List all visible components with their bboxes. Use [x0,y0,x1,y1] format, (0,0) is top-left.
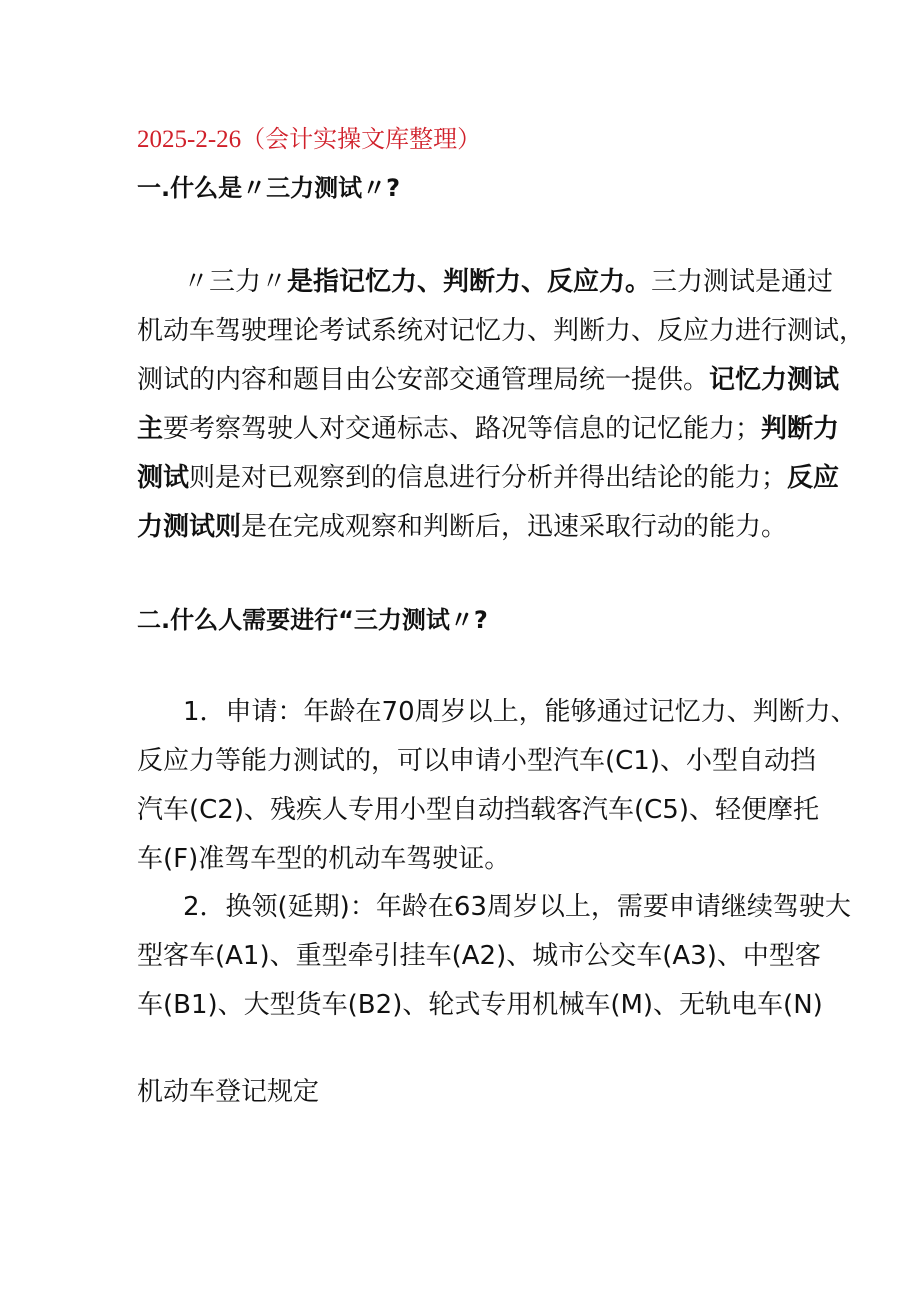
item-2-line: 2．换领(延期)：年龄在63周岁以上，需要申请继续驾驶大 [183,892,851,922]
paragraph-line [137,460,839,496]
paragraph-line [137,509,787,545]
bold-run: 是指记忆力、判断力、反应力。 [287,267,652,297]
text-run: 机动车驾驶理论考试系统对记忆力、判断力、反应力进行测试， [137,316,866,346]
paragraph-line [137,313,865,349]
paragraph-line [137,362,839,398]
item-2-line: 型客车(A1)、重型牵引挂车(A2)、城市公交车(A3)、中型客 [137,941,821,971]
item-1-line: 1．申请：年龄在70周岁以上，能够通过记忆力、判断力、 [183,697,857,727]
section-1-heading: 一.什么是〃三力测试〃? [137,174,401,202]
text-run: 〃三力〃 [183,267,288,297]
item-2-line: 车(B1)、大型货车(B2)、轮式专用机械车(M)、无轨电车(N) [137,990,823,1020]
item-1-line: 车(F)准驾车型的机动车驾驶证。 [137,844,511,874]
text-run: 是在完成观察和判断后，迅速采取行动的能力。 [241,512,788,542]
text-run: 测试的内容和题目由公安部交通管理局统一提供。 [137,365,710,395]
bold-run: 判断力 [761,414,840,444]
date-header [137,121,481,158]
paragraph-line [183,264,833,300]
bold-run: 主 [137,414,164,444]
footer-text: 机动车登记规定 [137,1077,320,1107]
date-text: 2025-2-26 [137,126,242,153]
item-1-line: 汽车(C2)、残疾人专用小型自动挡载客汽车(C5)、轻便摩托 [137,795,819,825]
paragraph-line [137,411,839,447]
section-2-heading: 二.什么人需要进行“三力测试〃? [137,606,488,634]
bold-run: 反应 [787,463,840,493]
item-1-line: 反应力等能力测试的，可以申请小型汽车(C1)、小型自动挡 [137,746,816,776]
bold-run: 力测试则 [137,512,242,542]
text-run: 三力测试是通过 [651,267,834,297]
source-note: （会计实操文库整理） [241,125,482,153]
text-run: 则是对已观察到的信息进行分析并得出结论的能力； [189,463,788,493]
text-run: 要考察驾驶人对交通标志、路况等信息的记忆能力； [163,414,762,444]
bold-run: 记忆力测试 [709,365,840,395]
bold-run: 测试 [137,463,190,493]
